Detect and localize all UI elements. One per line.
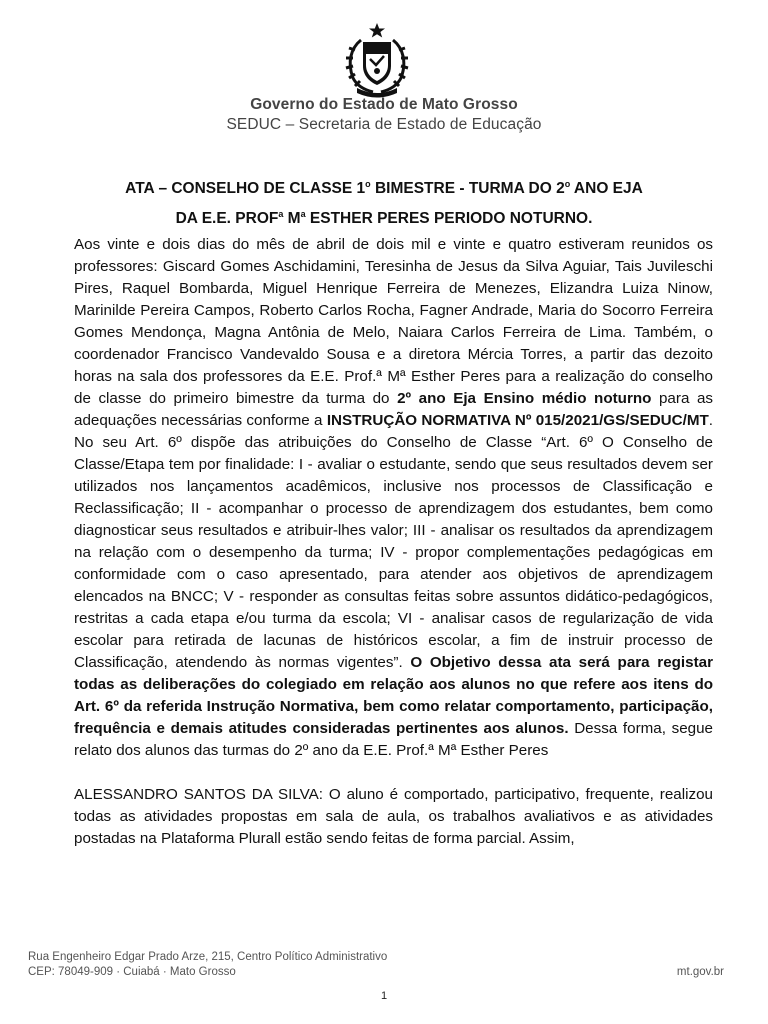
page-number: 1 (380, 990, 388, 1002)
document-title-line-1: ATA – CONSELHO DE CLASSE 1$^o$ BIMESTRE - TURMA DO 2$^o$ ANO EJA (125, 178, 643, 197)
document-body (74, 234, 713, 850)
footer-address-line-1: Rua Engenheiro Edgar Prado Arze, 215, Centro Político Administrativo (28, 951, 388, 963)
footer-address (28, 950, 387, 980)
government-name: Governo do Estado de Mato Grosso (250, 96, 518, 113)
document-title-line-2: DA E.E. PROF$^a$ $M^a$ ESTHER PERES PERIODO NOTURNO. (175, 208, 593, 227)
coat-of-arms-icon (341, 22, 413, 98)
student-report-paragraph: ALESSANDRO SANTOS DA SILVA: O aluno é comportado, participativo, frequente, realizou todas as atividades propostas em sala de aula, os trabalhos avaliativos e as atividades postadas na Plataforma Plurall estão sendo feitas de forma parcial. Assim, (74, 786, 713, 847)
footer-address-line-2: CEP: 78049-909 · Cuiabá · Mato Grosso (28, 966, 236, 978)
intro-paragraph: Aos vinte e dois dias do mês de abril de dois mil e vinte e quatro estiveram reunidos os professores: Giscard Gomes Aschidamini, Teresinha de Jesus da Silva Aguiar, Tais Juvileschi Pires, Raquel Bombarda, Miguel Henrique Ferreira de Menezes, Elizandra Luiza Ninow, Marinilde Pereira Campos, Roberto Carlos Rocha, Fagner Andrade, Maria do Socorro Ferreira Gomes Mendonça, Magna Antônia de Melo, Naiara Carlos Ferreira de Lima. Também, o coordenador Francisco Vandevaldo Sousa e a diretora Mércia Torres, a partir das dezoito horas na sala dos professores da E.E. Prof.ª Mª Esther Peres para a realização do conselho de classe do primeiro bimestre da turma do 2º ano Eja Ensino médio noturno para as adequações necessárias conforme a INSTRUÇÃO NORMATIVA Nº 015/2021/GS/SEDUC/MT. No seu Art. 6º dispõe das atribuições do Conselho de Classe “Art. 6º O Conselho de Classe/Etapa tem por finalidade: I - avaliar o estudante, sendo que seus resultados devem ser utilizados nos lançamentos acadêmicos, inclusive nos processos de Classificação e Reclassificação; II - acompanhar o processo de aprendizagem dos estudantes, bem como diagnosticar seus resultados e atribuir-lhes valor; III - analisar os resultados da aprendizagem na relação com o desempenho da turma; IV - propor complementações pedagógicas em conformidade com o caso apresentado, para atender aos objetivos de aprendizagem elencados na BNCC; V - responder as consultas feitas sobre assuntos didático-pedagógicos, restritas a cada etapa e/ou turma da escola; VI - analisar casos de regularização de vida escolar para retirada de lacunas de históricos escolar, a fim de instruir processo de Classificação, atendendo às normas vigentes”. O Objetivo dessa ata será para registar todas as deliberações do colegiado em relação aos alunos no que refere aos itens do Art. 6º da referida Instrução Normativa, bem como relatar comportamento, participação, frequência e demais atitudes consideradas pertinentes aos alunos. Dessa forma, segue relato dos alunos das turmas do 2º ano da E.E. Prof.ª Mª Esther Peres (74, 236, 714, 759)
secretariat-name: SEDUC – Secretaria de Estado de Educação (226, 116, 542, 133)
footer-website: mt.gov.br (676, 966, 724, 978)
